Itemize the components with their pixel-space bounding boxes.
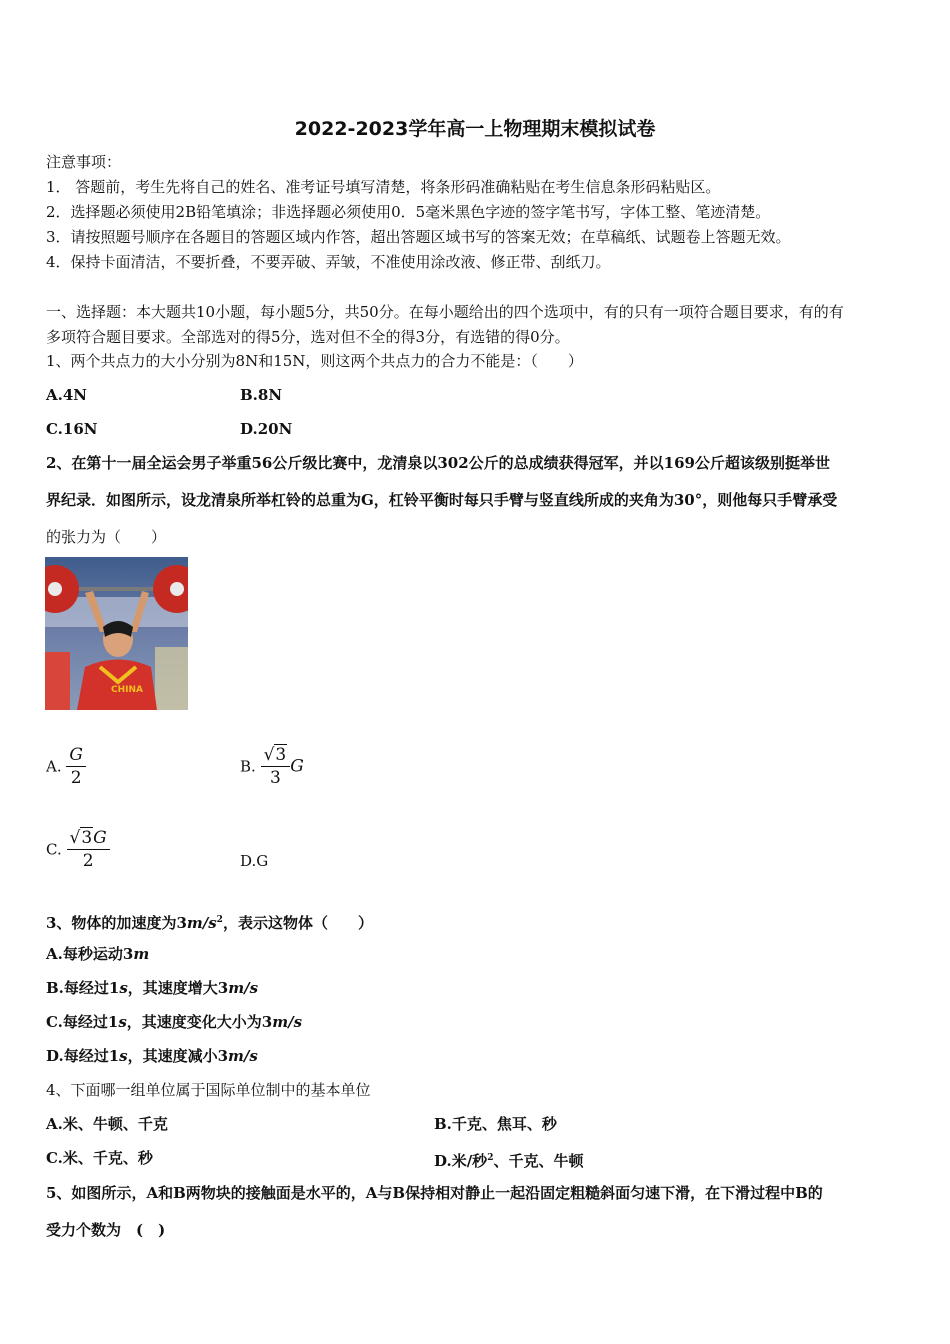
q3-unit: m/s <box>186 914 217 932</box>
fraction-denominator: 2 <box>70 768 82 788</box>
q4-option-b: B.千克、焦耳、秒 <box>434 1115 557 1133</box>
fraction-numerator: G <box>66 745 86 767</box>
option-text: B.每经过1 <box>46 979 120 997</box>
variable-g: G <box>290 756 304 777</box>
option-text: D.每经过1 <box>46 1047 120 1065</box>
q1-option-c: C.16N <box>46 420 98 438</box>
fraction-denominator: 3 <box>270 768 281 788</box>
notice-item: 4．保持卡面清洁，不要折叠，不要弄破、弄皱，不准使用涂改液、修正带、刮纸刀。 <box>46 253 611 271</box>
fraction-denominator: 2 <box>82 851 94 871</box>
q2-option-b <box>240 745 304 788</box>
variable-g: G <box>93 828 107 848</box>
option-unit: m <box>133 945 150 963</box>
q3-exponent: 2 <box>216 915 223 925</box>
q2-option-c <box>46 828 110 871</box>
option-text: ，其速度减小3 <box>127 1047 229 1065</box>
notice-item: 3．请按照题号顺序在各题目的答题区域内作答，超出答题区域书写的答案无效；在草稿纸、试题卷上答题无效。 <box>46 228 791 246</box>
option-text: ，其速度变化大小为3 <box>126 1013 273 1031</box>
option-unit: m/s <box>272 1013 303 1031</box>
notice-item: 1． 答题前，考生先将自己的姓名、准考证号填写清楚，将条形码准确粘贴在考生信息条形码粘贴区。 <box>46 178 721 196</box>
q2-option-a-label: A. <box>46 757 62 776</box>
option-unit: m/s <box>228 979 259 997</box>
q3-stem-text: ，表示这物体（ ） <box>222 914 373 932</box>
q2-option-b-fraction <box>261 745 291 788</box>
notice-item: 2．选择题必须使用2B铅笔填涂；非选择题必须使用0．5毫米黑色字迹的签字笔书写，字体工整、笔迹清楚。 <box>46 203 771 221</box>
q2-stem: 2、在第十一届全运会男子举重56公斤级比赛中，龙清泉以302公斤的总成绩获得冠军，并以169公斤超该级别挺举世 <box>46 454 830 472</box>
page-title: 2022-2023学年高一上物理期末模拟试卷 <box>294 118 656 140</box>
radicand: 3 <box>81 828 93 848</box>
q2-option-c-label: C. <box>46 840 62 859</box>
q1-option-d: D.20N <box>240 420 293 438</box>
q5-stem: 受力个数为 ( ) <box>46 1221 166 1239</box>
fraction-numerator <box>261 745 291 767</box>
option-text: C.每经过1 <box>46 1013 119 1031</box>
q2-option-b-label: B. <box>240 757 256 776</box>
option-unit: s <box>118 1013 127 1031</box>
section-intro: 多项符合题目要求。全部选对的得5分，选对但不全的得3分，有选错的得0分。 <box>46 328 570 346</box>
q3-option-a <box>46 944 149 964</box>
option-unit: m/s <box>228 1047 258 1065</box>
option-text: D.米/秒 <box>434 1152 488 1170</box>
q1-option-a: A.4N <box>46 386 88 404</box>
section-intro: 一、选择题：本大题共10小题，每小题5分，共50分。在每小题给出的四个选项中，有的只有一项符合题目要求，有的有 <box>46 303 844 321</box>
q2-stem: 界纪录．如图所示，设龙清泉所举杠铃的总重为G，杠铃平衡时每只手臂与竖直线所成的夹角为30°，则他每只手臂承受 <box>46 491 838 509</box>
q3-stem-text: 3、物体的加速度为3 <box>46 914 187 932</box>
q2-stem: 的张力为（ ） <box>46 528 167 546</box>
notice-heading: 注意事项： <box>46 153 122 171</box>
q1-stem: 1、两个共点力的大小分别为8N和15N，则这两个共点力的合力不能是：（ ） <box>46 352 583 370</box>
q3-stem <box>46 910 373 933</box>
q2-option-d: D.G <box>240 852 269 870</box>
q1-option-b: B.8N <box>240 386 283 404</box>
option-exponent: 2 <box>487 1153 494 1163</box>
radicand: 3 <box>275 745 287 765</box>
q2-option-a-fraction <box>66 745 86 788</box>
q5-stem: 5、如图所示，A和B两物块的接触面是水平的，A与B保持相对静止一起沿固定粗糙斜面匀速下滑，在下滑过程中B的 <box>46 1184 823 1202</box>
option-text: 、千克、牛顿 <box>493 1152 584 1170</box>
q3-option-d <box>46 1046 258 1066</box>
q3-option-c <box>46 1012 302 1032</box>
sqrt-symbol: √3 <box>263 745 287 765</box>
q4-option-c: C.米、千克、秒 <box>46 1149 153 1167</box>
sqrt-symbol: √3 <box>69 828 93 848</box>
fraction-numerator <box>67 828 110 850</box>
q2-option-a <box>46 745 86 788</box>
option-unit: s <box>119 979 128 997</box>
q3-option-b <box>46 978 258 998</box>
q4-option-a: A.米、牛顿、千克 <box>46 1115 168 1133</box>
option-text: A.每秒运动3 <box>46 945 134 963</box>
option-text: ，其速度增大3 <box>127 979 229 997</box>
weightlifter-photo <box>45 557 188 710</box>
photo-jersey-text: CHINA <box>111 685 143 695</box>
option-unit: s <box>119 1047 128 1065</box>
q4-option-d <box>434 1148 583 1171</box>
q2-option-c-fraction <box>67 828 110 871</box>
q4-stem: 4、下面哪一组单位属于国际单位制中的基本单位 <box>46 1081 371 1099</box>
